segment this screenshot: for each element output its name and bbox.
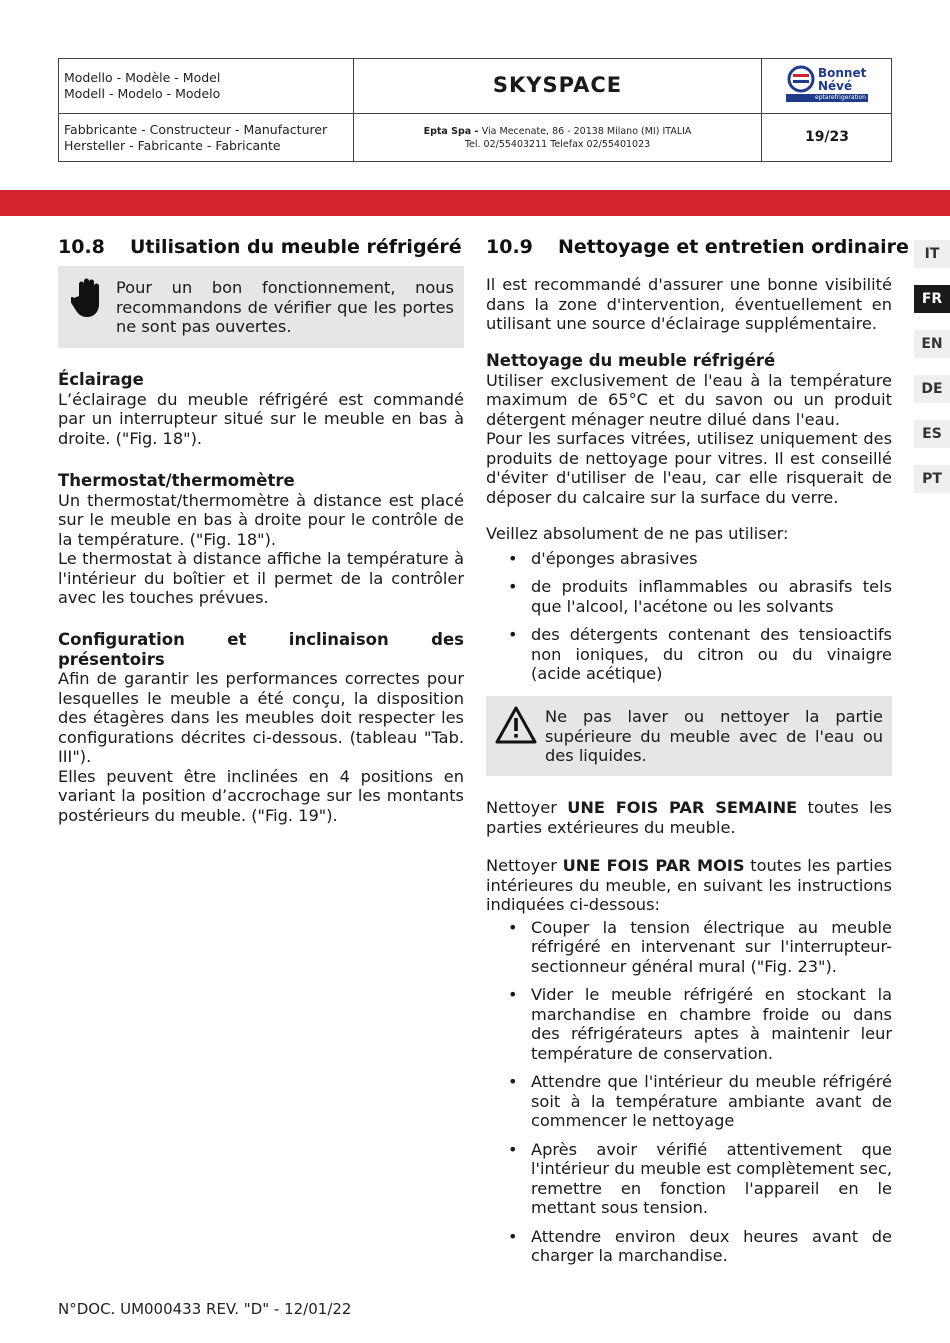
product-name: SKYSPACE [492, 73, 623, 97]
company-name: Epta Spa - [423, 126, 482, 137]
manufacturer-label-line2: Hersteller - Fabricante - Fabricante [64, 138, 281, 153]
steps-list [486, 918, 892, 1266]
weekly-text [486, 798, 892, 837]
monthly-pre: Nettoyer [486, 856, 563, 875]
list-item: • Vider le meuble réfrigéré en stockant la marchandise en chambre froide ou dans des réfrigérateurs aptes à maintenir leur température de conservation. [486, 985, 892, 1063]
monthly-bold: UNE FOIS PAR MOIS [562, 856, 745, 875]
list-item: • des détergents contenant des tensioactifs non ioniques, du citron ou du vinaigre (acide acétique) [486, 625, 892, 684]
warning-box [486, 696, 892, 776]
config-block [58, 630, 464, 825]
monthly-text [486, 856, 892, 915]
red-band [0, 190, 950, 216]
logo-subbar: eptarefrigeration [786, 94, 868, 102]
list-item: • de produits inflammables ou abrasifs tels que l'alcool, l'acétone ou les solvants [486, 577, 892, 616]
thermostat-text-1: Un thermostat/thermomètre à distance est placé sur le meuble en bas à droite pour le contrôle de la température. ("Fig. 18"). [58, 490, 464, 549]
avoid-block [486, 524, 892, 693]
cleaning-text-1: Utiliser exclusivement de l'eau à la température maximum de 65°C et du savon ou un produit détergent ménager neutre dilué dans l'eau. [486, 370, 892, 429]
avoid-intro: Veillez absolument de ne pas utiliser: [486, 524, 789, 543]
weekly-pre: Nettoyer [486, 798, 568, 817]
intro-text: Il est recommandé d'assurer une bonne visibilité dans la zone d'intervention, éventuellement en utilisant une source d'éclairage supplémentaire. [486, 275, 892, 333]
notice-box [58, 266, 464, 348]
manufacturer-label [64, 122, 327, 154]
cleaning-heading: Nettoyage du meuble réfrigéré [486, 351, 776, 370]
lighting-text: L’éclairage du meuble réfrigéré est commandé par un interrupteur situé sur le meuble en bas à droite. ("Fig. 18"). [58, 389, 464, 448]
notice-text: Pour un bon fonctionnement, nous recommandons de vérifier que les portes ne sont pas ouvertes. [116, 278, 454, 336]
model-label-line2: Modell - Modelo - Modelo [64, 86, 221, 101]
list-item: • Attendre environ deux heures avant de charger la marchandise. [486, 1227, 892, 1266]
weekly-bold: UNE FOIS PAR SEMAINE [567, 798, 798, 817]
lang-tab-de[interactable]: DE [914, 375, 950, 403]
address-text: Via Mecenate, 86 - 20138 Milano (MI) ITALIA [481, 126, 692, 137]
warning-triangle-icon [494, 705, 538, 745]
section-10-8-title [58, 236, 462, 258]
lang-tab-es[interactable]: ES [914, 420, 950, 448]
monthly-post: toutes les parties intérieures du meuble, en suivant les instructions indiquées ci-dessous: [486, 856, 893, 914]
section-title-text: Nettoyage et entretien ordinaire [558, 236, 909, 258]
config-heading-text: Configuration et inclinaison des présentoirs [58, 630, 464, 669]
thermostat-heading: Thermostat/thermomètre [58, 471, 295, 490]
warning-text: Ne pas laver ou nettoyer la partie supérieure du meuble avec de l'eau ou des liquides. [545, 707, 883, 765]
config-heading [58, 630, 464, 669]
section-title-text: Utilisation du meuble réfrigéré [130, 236, 462, 258]
bonnet-neve-logo [786, 64, 870, 106]
lang-tab-pt[interactable]: PT [914, 465, 950, 493]
logo-emblem-icon [786, 64, 816, 94]
list-item: • Attendre que l'intérieur du meuble réfrigéré soit à la température ambiante avant de commencer le nettoyage [486, 1072, 892, 1131]
model-label [64, 70, 220, 102]
logo-text [818, 67, 866, 93]
lighting-heading: Éclairage [58, 370, 144, 389]
cleaning-text-2: Pour les surfaces vitrées, utilisez uniquement des produits de nettoyage pour vitres. Il est conseillé d'éviter d'utiliser de l'eau, car elle risquerait de déposer du calcaire sur la surface du verre. [486, 429, 892, 507]
document-header [58, 58, 892, 162]
list-item: • d'éponges abrasives [486, 549, 892, 569]
hand-stop-icon [71, 276, 107, 320]
cleaning-block [486, 351, 892, 507]
model-label-line1: Modello - Modèle - Model [64, 70, 221, 85]
company-address [354, 125, 761, 151]
monthly-block [486, 856, 892, 1275]
thermostat-text-2: Le thermostat à distance affiche la température à l'intérieur du boîtier et il permet de la contrôler avec les touches prévues. [58, 549, 464, 607]
logo-line1: Bonnet [818, 66, 867, 80]
avoid-list [486, 549, 892, 684]
lang-tab-fr[interactable]: FR [914, 285, 950, 313]
list-item: • Couper la tension électrique au meuble réfrigéré en intervenant sur l'interrupteur-sectionneur général mural ("Fig. 23"). [486, 918, 892, 977]
section-number: 10.9 [486, 236, 533, 258]
list-item: • Après avoir vérifié attentivement que l'intérieur du meuble est complètement sec, remettre en fonction l'appareil en le mettant sous tension. [486, 1140, 892, 1218]
phone-text: Tel. 02/55403211 Telefax 02/55401023 [464, 139, 651, 150]
weekly-post: toutes les parties extérieures du meuble. [486, 798, 892, 837]
page-number: 19/23 [804, 129, 850, 145]
lang-tab-it[interactable]: IT [914, 240, 950, 268]
manufacturer-label-line1: Fabbricante - Constructeur - Manufacturer [64, 122, 328, 137]
config-text-2: Elles peuvent être inclinées en 4 positions en variant la position d’accrochage sur les montants postérieurs du meuble. ("Fig. 19"). [58, 766, 464, 825]
lighting-block [58, 370, 464, 448]
lang-tab-en[interactable]: EN [914, 330, 950, 358]
logo-line2: Névé [818, 79, 853, 93]
document-footer: N°DOC. UM000433 REV. "D" - 12/01/22 [58, 1300, 352, 1318]
config-text-1: Afin de garantir les performances correctes pour lesquelles le meuble a été conçu, la disposition des étagères dans les meubles doit respecter les configurations décrites ci-dessous. (tableau "Tab. III"). [58, 669, 464, 766]
thermostat-block [58, 471, 464, 608]
section-10-9-title [486, 236, 909, 258]
section-number: 10.8 [58, 236, 105, 258]
